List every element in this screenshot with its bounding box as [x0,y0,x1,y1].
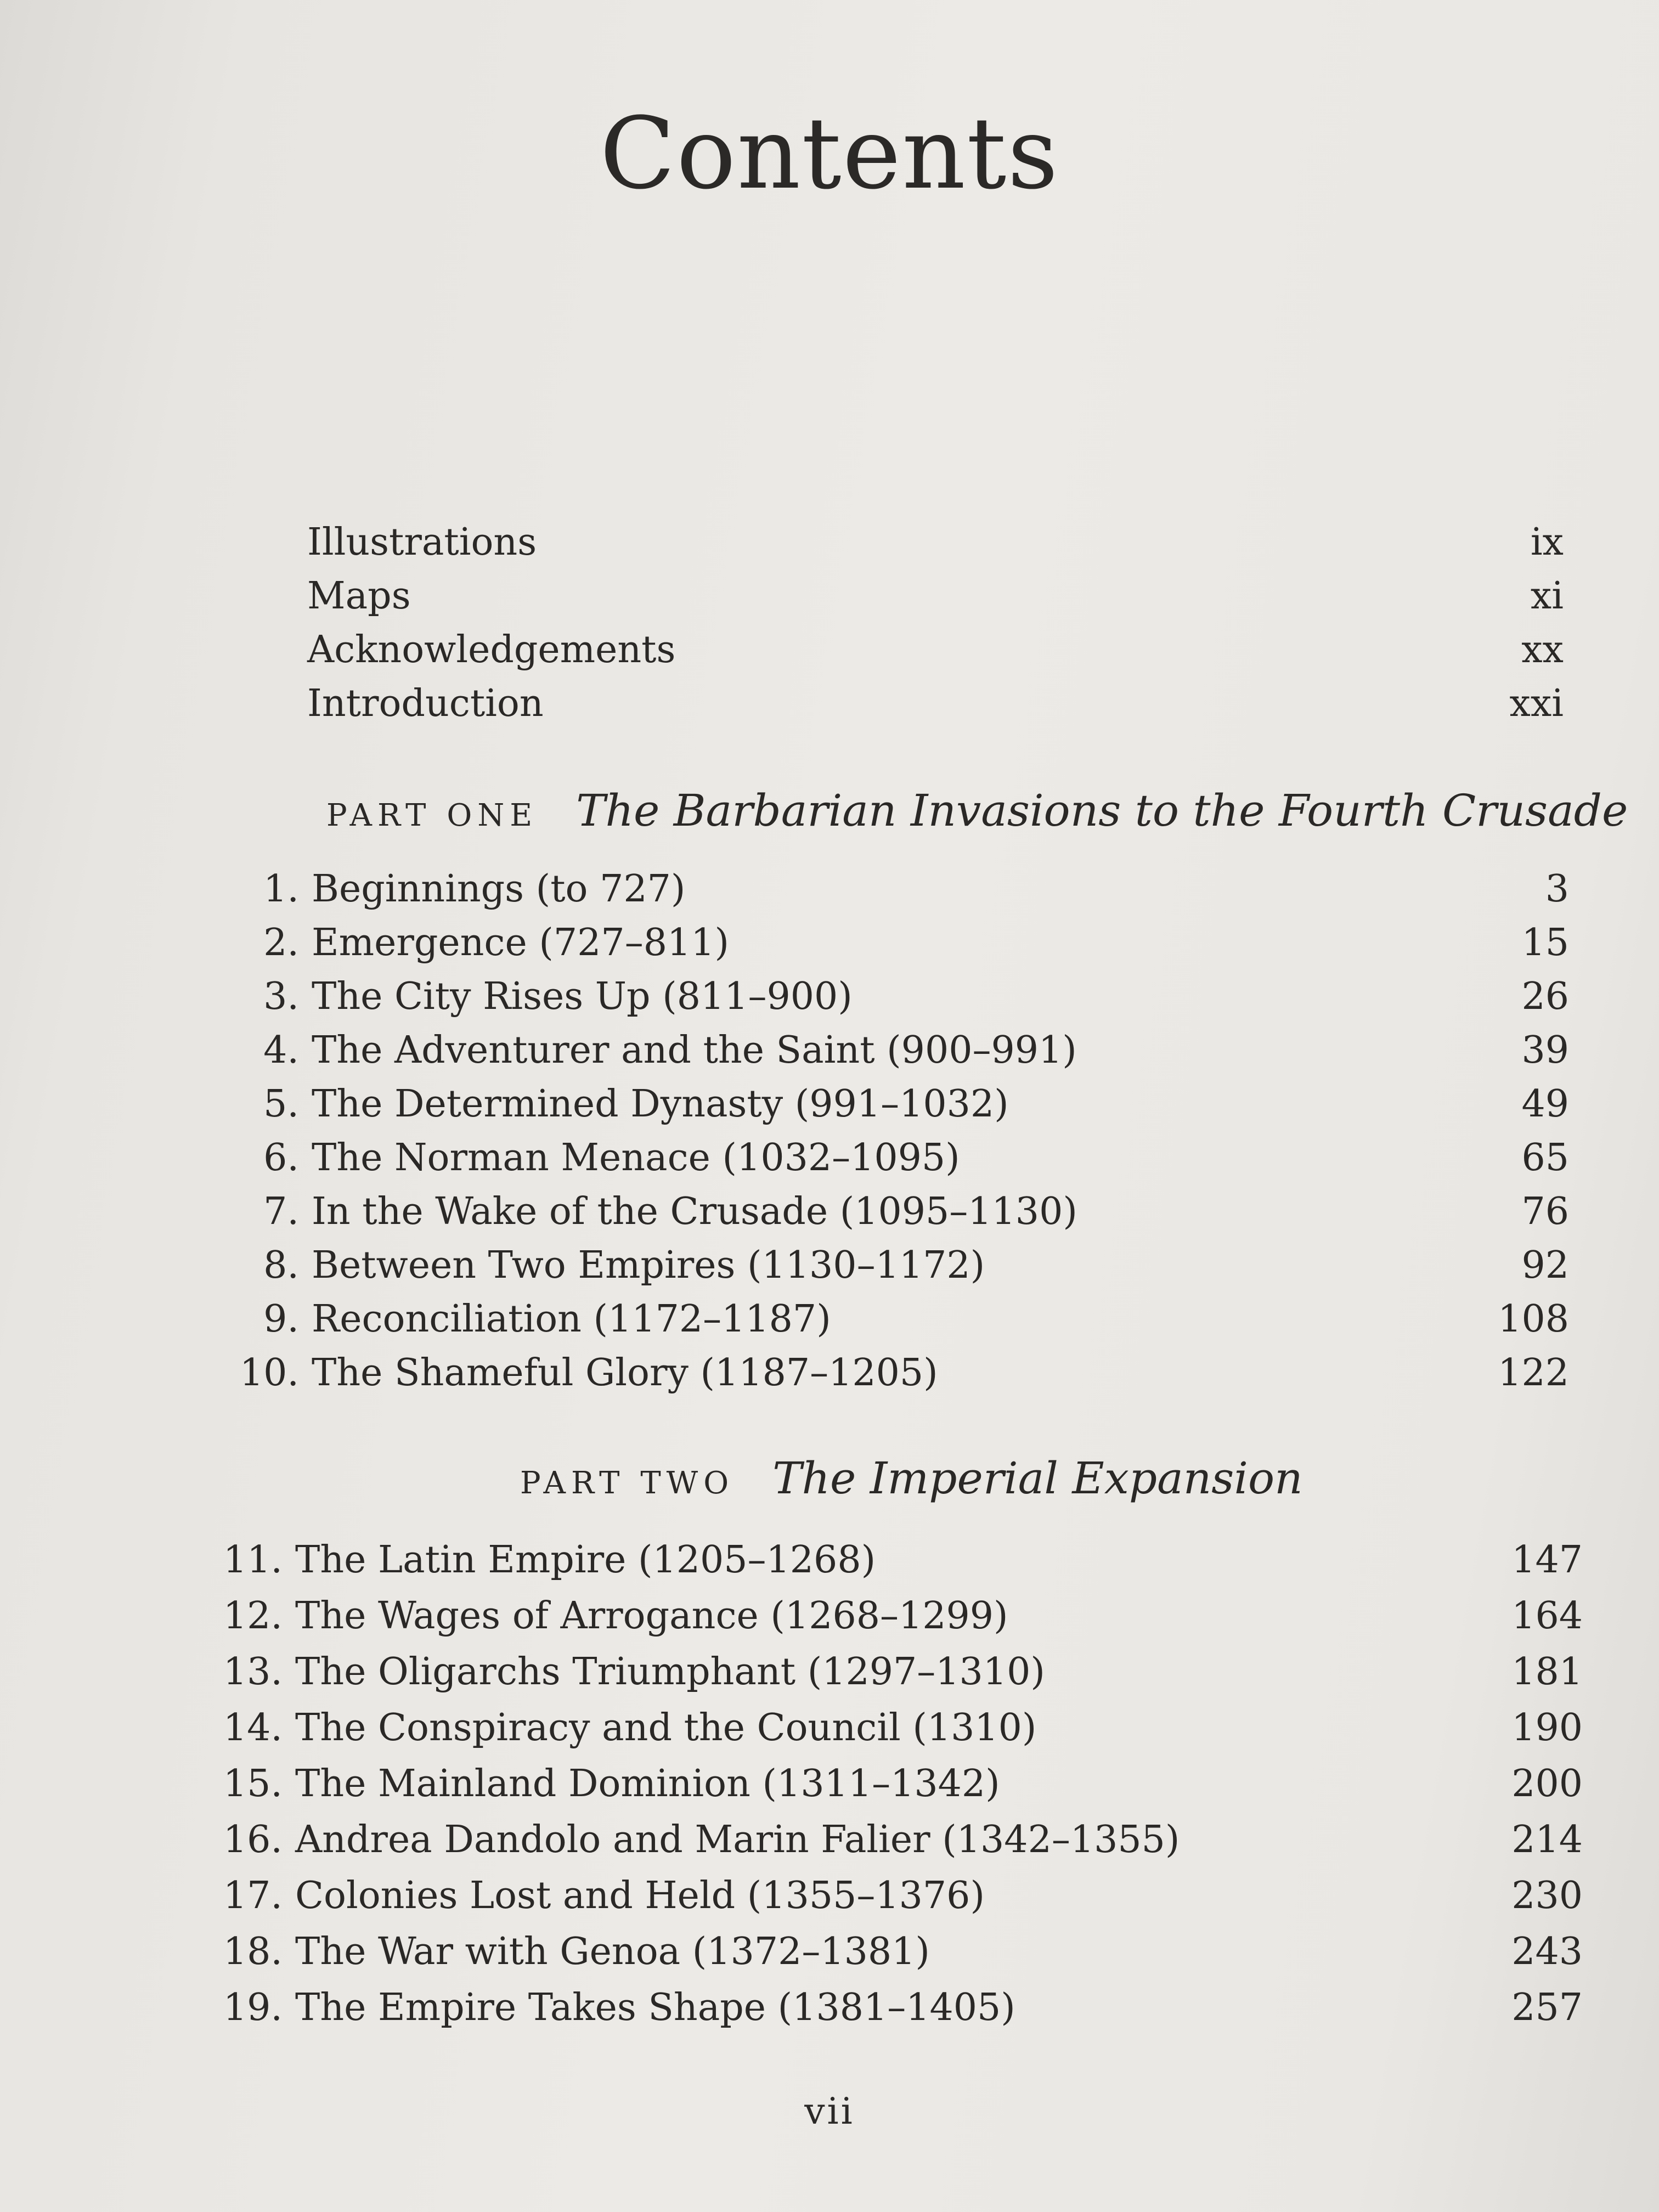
chapter-entry[interactable] [211,1924,1583,1980]
page-number: 39 [1521,1029,1569,1072]
chapter-number: 5. [263,1082,299,1126]
front-matter-item-illustrations[interactable] [307,516,1564,569]
chapter-title: The City Rises Up (811–900) [312,975,853,1018]
chapter-entry[interactable] [228,916,1569,970]
chapter-entry[interactable] [228,1024,1569,1077]
chapter-number: 1. [263,867,299,911]
chapter-title: The Determined Dynasty (991–1032) [312,1082,1009,1126]
chapter-entry[interactable] [228,970,1569,1024]
part-title: The Imperial Expansion [772,1453,1303,1504]
chapter-entry[interactable] [211,1980,1583,2036]
chapter-number: 12. [223,1594,283,1638]
chapter-number: 11. [223,1538,283,1582]
page-number: 164 [1511,1594,1583,1638]
front-matter-list [307,516,1564,731]
part-heading-two [520,1448,1303,1521]
chapter-title: The Oligarchs Triumphant (1297–1310) [295,1650,1045,1694]
page-number: 65 [1521,1136,1569,1180]
page-number: xxi [1509,682,1564,725]
chapter-title: The Empire Takes Shape (1381–1405) [295,1986,1015,2029]
page-number: 214 [1511,1818,1583,1861]
chapter-number: 4. [263,1029,299,1072]
page-number: 147 [1511,1538,1583,1582]
chapter-number: 8. [263,1244,299,1287]
chapter-entry[interactable] [228,1131,1569,1185]
chapter-title: Beginnings (to 727) [312,867,686,911]
page-number: xx [1521,628,1564,672]
chapter-entry[interactable] [211,1756,1583,1812]
chapter-entry[interactable] [211,1532,1583,1588]
chapter-number: 2. [263,921,299,964]
chapter-number: 19. [223,1986,283,2029]
chapter-number: 18. [223,1930,283,1973]
chapter-title: Reconciliation (1172–1187) [312,1297,831,1341]
page-number: 257 [1511,1986,1583,2029]
front-matter-label: Illustrations [307,521,537,564]
page-number: 230 [1511,1874,1583,1917]
chapter-title: The Norman Menace (1032–1095) [312,1136,960,1180]
chapter-title: Between Two Empires (1130–1172) [312,1244,985,1287]
chapter-number: 10. [239,1351,299,1395]
chapter-number: 15. [223,1762,283,1805]
chapter-entry[interactable] [228,1239,1569,1293]
chapter-title: The Shameful Glory (1187–1205) [312,1351,938,1395]
front-matter-label: Introduction [307,682,544,725]
front-matter-label: Acknowledgements [307,628,676,672]
chapter-number: 9. [263,1297,299,1341]
chapter-title: The Mainland Dominion (1311–1342) [295,1762,1000,1805]
chapter-entry[interactable] [228,1346,1569,1400]
chapter-title: The War with Genoa (1372–1381) [295,1930,930,1973]
chapter-entry[interactable] [211,1812,1583,1868]
page-number: 15 [1521,921,1569,964]
page-number: 122 [1498,1351,1569,1395]
front-matter-label: Maps [307,574,411,618]
part-title: The Barbarian Invasions to the Fourth Crusade [576,785,1628,836]
page-number: 243 [1511,1930,1583,1973]
chapter-entry[interactable] [228,1293,1569,1346]
page-number: 200 [1511,1762,1583,1805]
chapter-number: 7. [263,1190,299,1233]
front-matter-item-acknowledgements[interactable] [307,623,1564,677]
page-number: 3 [1545,867,1569,911]
chapter-title: Emergence (727–811) [312,921,730,964]
chapter-number: 6. [263,1136,299,1180]
chapter-title: In the Wake of the Crusade (1095–1130) [312,1190,1077,1233]
front-matter-item-introduction[interactable] [307,677,1564,731]
chapter-title: Andrea Dandolo and Marin Falier (1342–1355) [295,1818,1180,1861]
chapter-title: The Conspiracy and the Council (1310) [295,1706,1037,1750]
chapter-entry[interactable] [228,1185,1569,1239]
page-title: Contents [600,96,1059,211]
chapter-number: 3. [263,975,299,1018]
page-number: 92 [1521,1244,1569,1287]
part-label: PART ONE [326,798,538,833]
part-label: PART TWO [520,1465,735,1501]
chapter-number: 17. [223,1874,283,1917]
chapter-title: The Latin Empire (1205–1268) [295,1538,876,1582]
page-number: xi [1530,574,1564,618]
page-number: 108 [1498,1297,1569,1341]
chapter-entry[interactable] [211,1700,1583,1756]
page-number: 76 [1521,1190,1569,1233]
folio-page-number: vii [804,2090,855,2132]
front-matter-item-maps[interactable] [307,569,1564,623]
chapter-entry[interactable] [211,1868,1583,1924]
chapter-entry[interactable] [228,1077,1569,1131]
chapter-number: 14. [223,1706,283,1750]
page-number: 181 [1511,1650,1583,1694]
page-number: 190 [1511,1706,1583,1750]
chapter-number: 16. [223,1818,283,1861]
chapter-number: 13. [223,1650,283,1694]
chapter-title: The Wages of Arrogance (1268–1299) [295,1594,1008,1638]
page-number: ix [1530,521,1564,564]
page-number: 49 [1521,1082,1569,1126]
chapter-entry[interactable] [228,862,1569,916]
chapter-list-part-two [211,1532,1583,2036]
chapter-title: Colonies Lost and Held (1355–1376) [295,1874,985,1917]
chapter-entry[interactable] [211,1644,1583,1700]
chapter-list-part-one [228,862,1569,1400]
page-number: 26 [1521,975,1569,1018]
chapter-title: The Adventurer and the Saint (900–991) [312,1029,1077,1072]
chapter-entry[interactable] [211,1588,1583,1644]
part-heading-one [326,781,1628,853]
